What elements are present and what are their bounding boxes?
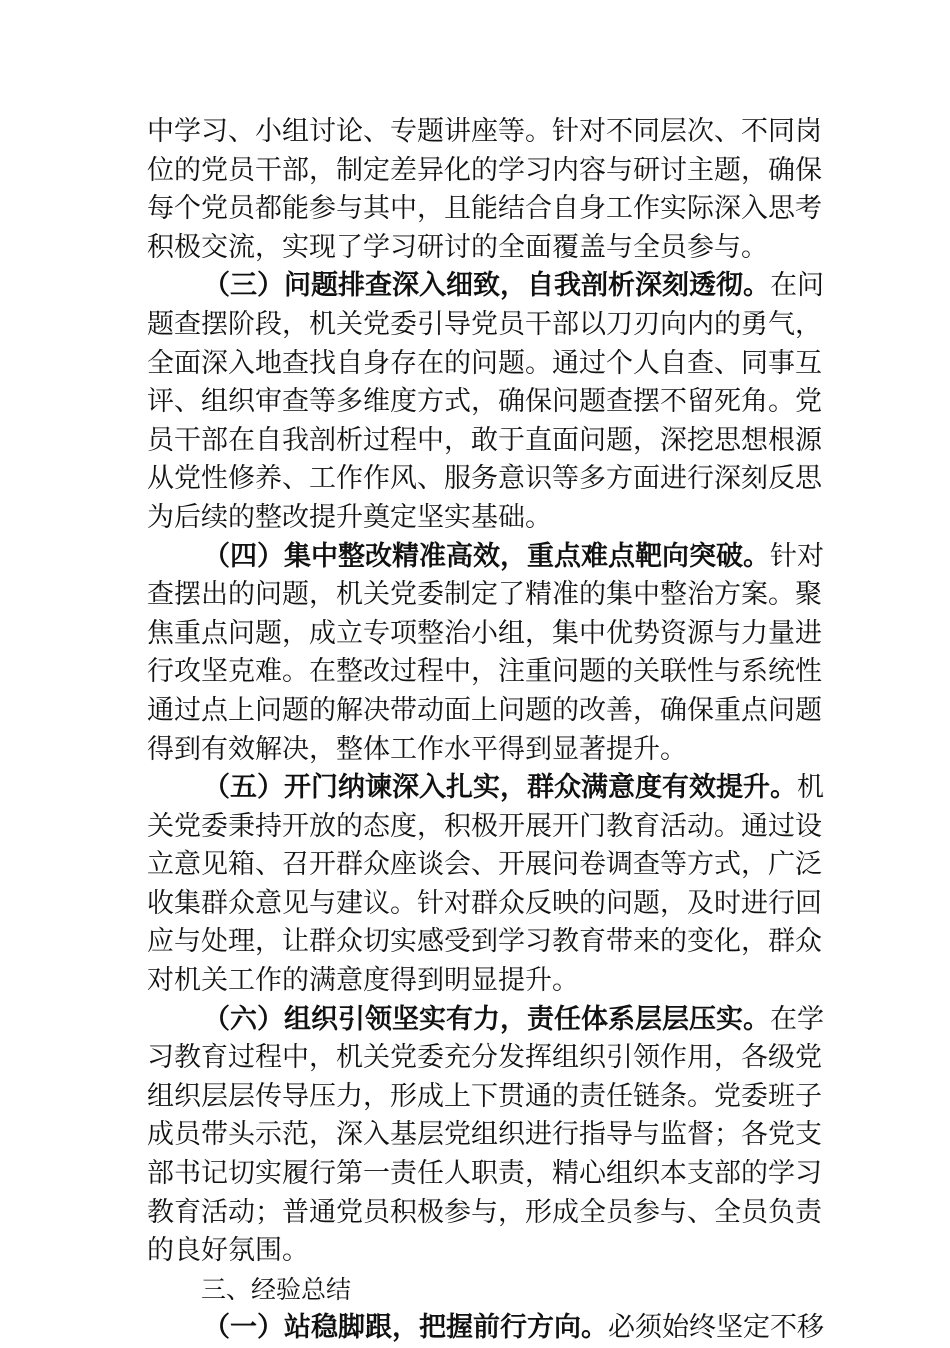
text-line: 收集群众意见与建议。针对群众反映的问题，及时进行回 — [147, 887, 822, 919]
text-line: 组织层层传导压力，形成上下贯通的责任链条。党委班子 — [147, 1080, 822, 1112]
text-line: 立意见箱、召开群众座谈会、开展问卷调查等方式，广泛 — [147, 849, 822, 881]
text-line: 从党性修养、工作作风、服务意识等多方面进行深刻反思 — [147, 463, 822, 495]
text-line — [147, 769, 824, 808]
text-line — [147, 538, 824, 577]
text-line: 位的党员干部，制定差异化的学习内容与研讨主题，确保 — [147, 154, 822, 186]
paragraph — [147, 769, 824, 1001]
text-line: 部书记切实履行第一责任人职责，精心组织本支部的学习 — [147, 1158, 822, 1190]
paragraph-first-rest: 在学 — [770, 1003, 824, 1035]
text-line: 查摆出的问题，机关党委制定了精准的集中整治方案。聚 — [147, 579, 822, 611]
text-line: 关党委秉持开放的态度，积极开展开门教育活动。通过设 — [147, 810, 822, 842]
text-line: 习教育过程中，机关党委充分发挥组织引领作用，各级党 — [147, 1042, 822, 1074]
text-line: 积极交流，实现了学习研讨的全面覆盖与全员参与。 — [147, 231, 768, 263]
text-line: 行攻坚克难。在整改过程中，注重问题的关联性与系统性 — [147, 656, 822, 688]
paragraph-first-rest: 必须始终坚定不移 — [608, 1312, 824, 1344]
text-line: 为后续的整改提升奠定坚实基础。 — [147, 501, 552, 533]
paragraph-first-rest: 针对 — [770, 540, 824, 572]
paragraph-first-rest: 机 — [797, 772, 824, 804]
document-page — [147, 113, 824, 1348]
text-line: 焦重点问题，成立专项整治小组，集中优势资源与力量进 — [147, 617, 822, 649]
paragraph — [147, 1001, 824, 1271]
text-line: 员干部在自我剖析过程中，敢于直面问题，深挖思想根源 — [147, 424, 822, 456]
paragraph — [147, 538, 824, 770]
text-line — [147, 1309, 824, 1348]
text-line: 中学习、小组讨论、专题讲座等。针对不同层次、不同岗 — [147, 116, 822, 147]
paragraph-lead: （六）组织引领坚实有力，责任体系层层压实。 — [203, 1003, 770, 1035]
text-line: 应与处理，让群众切实感受到学习教育带来的变化，群众 — [147, 926, 822, 958]
text-line: 通过点上问题的解决带动面上问题的改善，确保重点问题 — [147, 694, 822, 726]
paragraph — [147, 267, 824, 537]
text-line: 对机关工作的满意度得到明显提升。 — [147, 965, 579, 997]
text-line: 教育活动；普通党员积极参与，形成全员参与、全员负责 — [147, 1196, 822, 1228]
section-heading: 三、经验总结 — [201, 1274, 352, 1304]
text-line: 的良好氛围。 — [147, 1235, 309, 1267]
text-line: 得到有效解决，整体工作水平得到显著提升。 — [147, 733, 687, 765]
text-line — [147, 1001, 824, 1040]
paragraph-lead: （五）开门纳谏深入扎实，群众满意度有效提升。 — [203, 772, 797, 804]
text-line — [147, 267, 824, 306]
text-line: 成员带头示范，深入基层党组织进行指导与监督；各党支 — [147, 1119, 822, 1151]
text-line: 评、组织审查等多维度方式，确保问题查摆不留死角。党 — [147, 386, 822, 418]
text-line: 每个党员都能参与其中，且能结合自身工作实际深入思考 — [147, 193, 822, 225]
text-line: 题查摆阶段，机关党委引导党员干部以刀刃向内的勇气， — [147, 308, 822, 340]
paragraph — [147, 113, 822, 267]
text-line: 全面深入地查找自身存在的问题。通过个人自查、同事互 — [147, 347, 822, 379]
paragraph — [147, 1309, 824, 1348]
paragraph-lead: （三）问题排查深入细致，自我剖析深刻透彻。 — [203, 270, 770, 302]
paragraph-first-rest: 在问 — [770, 270, 824, 302]
paragraph-lead: （四）集中整改精准高效，重点难点靶向突破。 — [203, 540, 770, 572]
paragraph-lead: （一）站稳脚跟，把握前行方向。 — [203, 1312, 608, 1344]
